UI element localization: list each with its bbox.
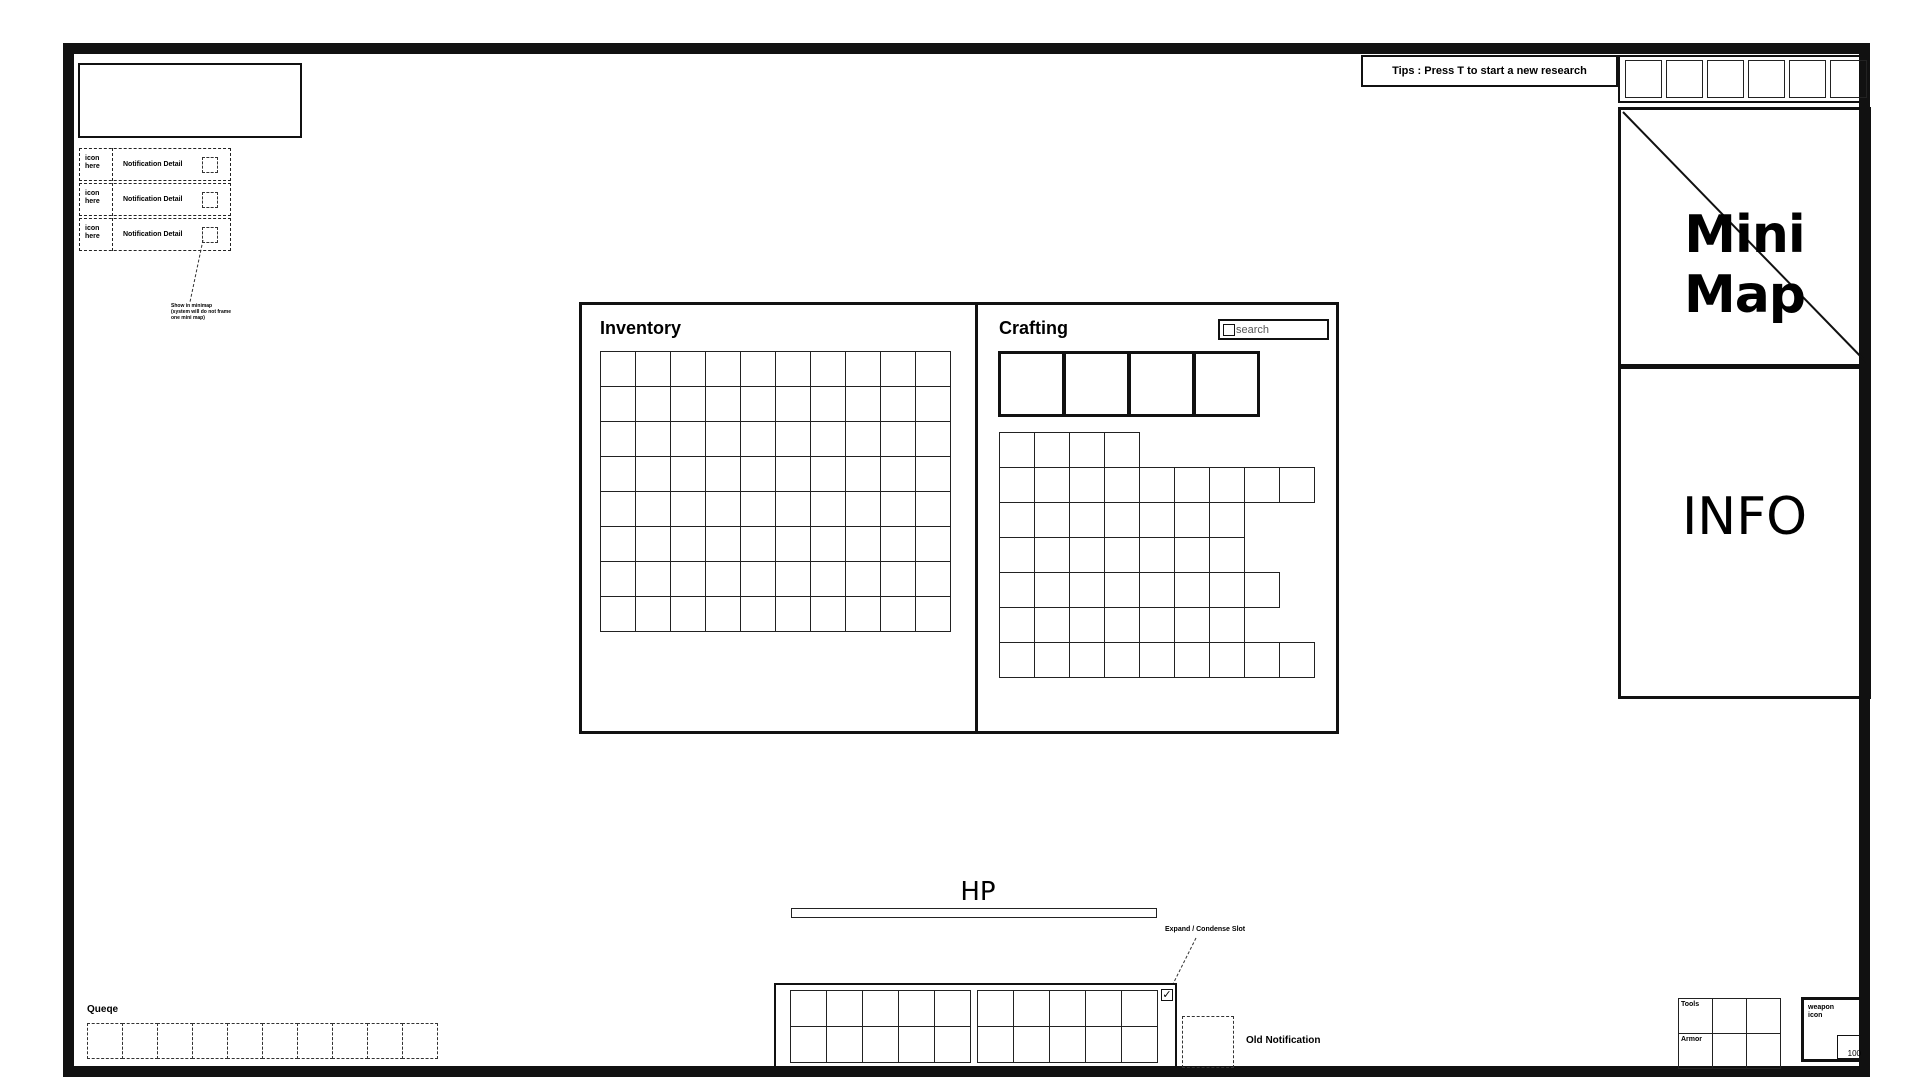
weapon-label: weapon icon — [1808, 1004, 1835, 1019]
hotbar-slot[interactable] — [934, 1026, 971, 1063]
old-notification-slot[interactable] — [1182, 1016, 1234, 1068]
inventory-slot[interactable] — [915, 596, 951, 632]
hotbar-slot[interactable] — [862, 990, 899, 1027]
crafting-slot[interactable] — [999, 642, 1035, 678]
notification-icon-label: icon here — [85, 190, 100, 205]
info-label: INFO — [1681, 487, 1808, 547]
armor-slot[interactable] — [1746, 1033, 1781, 1069]
queue-slot[interactable] — [157, 1023, 193, 1059]
crafting-slot[interactable] — [1104, 572, 1140, 608]
inventory-slot[interactable] — [740, 596, 776, 632]
inventory-slot[interactable] — [740, 561, 776, 597]
minimap-panel[interactable] — [1618, 107, 1871, 367]
inventory-slot[interactable] — [705, 491, 741, 527]
notification-icon-label: icon here — [85, 155, 100, 170]
inventory-slot[interactable] — [915, 386, 951, 422]
inventory-slot[interactable] — [915, 456, 951, 492]
inventory-slot[interactable] — [740, 491, 776, 527]
crafting-slot[interactable] — [1244, 572, 1280, 608]
crafting-slot[interactable] — [1104, 642, 1140, 678]
inventory-slot[interactable] — [670, 526, 706, 562]
hotbar-slot[interactable] — [826, 1026, 863, 1063]
inventory-slot[interactable] — [915, 421, 951, 457]
inventory-slot[interactable] — [635, 386, 671, 422]
weapon-count-box — [1837, 1035, 1863, 1059]
notification-note: Show in minimap (system will do not frame one mini map) — [171, 303, 232, 321]
crafting-search-placeholder: search — [1236, 323, 1270, 336]
crafting-slot[interactable] — [1139, 502, 1175, 538]
top-left-panel — [78, 63, 302, 138]
inventory-slot[interactable] — [845, 386, 881, 422]
inventory-slot[interactable] — [810, 386, 846, 422]
hotbar-slot[interactable] — [1121, 1026, 1158, 1063]
old-notification-label: Old Notification — [1246, 1035, 1321, 1046]
notification-detail: Notification Detail — [123, 161, 183, 168]
inventory-slot[interactable] — [775, 596, 811, 632]
crafting-slot[interactable] — [999, 467, 1035, 503]
crafting-slot[interactable] — [1069, 642, 1105, 678]
crafting-slot[interactable] — [1244, 642, 1280, 678]
inventory-slot[interactable] — [880, 526, 916, 562]
inventory-slot[interactable] — [845, 351, 881, 387]
notification-item[interactable] — [79, 183, 231, 216]
crafting-slot[interactable] — [1034, 467, 1070, 503]
crafting-slot[interactable] — [1174, 572, 1210, 608]
top-slot[interactable] — [1625, 60, 1662, 98]
inventory-slot[interactable] — [740, 526, 776, 562]
inventory-slot[interactable] — [635, 351, 671, 387]
crafting-recipe-slot[interactable] — [1193, 351, 1260, 417]
crafting-slot[interactable] — [1139, 607, 1175, 643]
inventory-slot[interactable] — [880, 596, 916, 632]
inventory-slot[interactable] — [635, 526, 671, 562]
inventory-slot[interactable] — [775, 526, 811, 562]
notification-item[interactable] — [79, 148, 231, 181]
queue-slot[interactable] — [262, 1023, 298, 1059]
crafting-slot[interactable] — [1034, 537, 1070, 573]
hotbar-slot[interactable] — [977, 990, 1014, 1027]
inventory-slot[interactable] — [775, 561, 811, 597]
crafting-slot[interactable] — [1104, 467, 1140, 503]
inventory-slot[interactable] — [810, 561, 846, 597]
queue-slot[interactable] — [87, 1023, 123, 1059]
crafting-slot[interactable] — [1104, 432, 1140, 468]
inventory-slot[interactable] — [880, 421, 916, 457]
inventory-slot[interactable] — [670, 561, 706, 597]
hotbar-slot[interactable] — [898, 990, 935, 1027]
window-divider — [975, 302, 978, 734]
crafting-slot[interactable] — [1209, 642, 1245, 678]
tool-slot[interactable] — [1712, 998, 1747, 1034]
top-slot[interactable] — [1830, 60, 1867, 98]
inventory-slot[interactable] — [880, 456, 916, 492]
inventory-slot[interactable] — [845, 526, 881, 562]
inventory-slot[interactable] — [810, 456, 846, 492]
inventory-slot[interactable] — [880, 561, 916, 597]
crafting-slot[interactable] — [1174, 642, 1210, 678]
crafting-slot[interactable] — [1034, 502, 1070, 538]
inventory-slot[interactable] — [635, 561, 671, 597]
hotbar-slot[interactable] — [790, 990, 827, 1027]
inventory-slot[interactable] — [845, 561, 881, 597]
hp-label: HP — [960, 877, 996, 907]
crafting-slot[interactable] — [1139, 572, 1175, 608]
tool-slot[interactable] — [1746, 998, 1781, 1034]
hotbar-slot[interactable] — [790, 1026, 827, 1063]
hotbar-slot[interactable] — [1049, 990, 1086, 1027]
inventory-slot[interactable] — [635, 491, 671, 527]
queue-slot[interactable] — [367, 1023, 403, 1059]
inventory-slot[interactable] — [705, 386, 741, 422]
inventory-slot[interactable] — [775, 351, 811, 387]
crafting-recipe-slot[interactable] — [1063, 351, 1130, 417]
top-slot[interactable] — [1789, 60, 1826, 98]
inventory-slot[interactable] — [915, 526, 951, 562]
crafting-slot[interactable] — [1104, 502, 1140, 538]
inventory-slot[interactable] — [600, 351, 636, 387]
inventory-slot[interactable] — [670, 351, 706, 387]
hp-bar — [791, 908, 1157, 918]
crafting-slot[interactable] — [1209, 537, 1245, 573]
queue-slot[interactable] — [332, 1023, 368, 1059]
expand-condense-note: Expand / Condense Slot — [1165, 926, 1246, 933]
inventory-slot[interactable] — [705, 596, 741, 632]
top-slot[interactable] — [1748, 60, 1785, 98]
crafting-slot[interactable] — [1069, 432, 1105, 468]
crafting-slot[interactable] — [1279, 642, 1315, 678]
crafting-slot[interactable] — [999, 537, 1035, 573]
inventory-slot[interactable] — [600, 421, 636, 457]
crafting-slot[interactable] — [999, 432, 1035, 468]
crafting-slot[interactable] — [1104, 537, 1140, 573]
inventory-slot[interactable] — [810, 491, 846, 527]
crafting-recipe-slot[interactable] — [1128, 351, 1195, 417]
crafting-slot[interactable] — [1069, 572, 1105, 608]
tips-text: Tips : Press T to start a new research — [1392, 65, 1587, 77]
crafting-slot[interactable] — [1034, 642, 1070, 678]
armor-label: Armor — [1681, 1036, 1703, 1043]
inventory-slot[interactable] — [705, 526, 741, 562]
crafting-slot[interactable] — [999, 607, 1035, 643]
crafting-slot[interactable] — [1174, 607, 1210, 643]
crafting-slot[interactable] — [1244, 467, 1280, 503]
crafting-slot[interactable] — [999, 572, 1035, 608]
crafting-slot[interactable] — [1069, 607, 1105, 643]
hotbar-slot[interactable] — [1085, 990, 1122, 1027]
crafting-slot[interactable] — [1209, 467, 1245, 503]
inventory-slot[interactable] — [880, 351, 916, 387]
inventory-slot[interactable] — [705, 351, 741, 387]
crafting-slot[interactable] — [1034, 432, 1070, 468]
inventory-slot[interactable] — [740, 421, 776, 457]
notification-icon — [79, 148, 113, 181]
inventory-slot[interactable] — [705, 561, 741, 597]
hotbar-slot[interactable] — [862, 1026, 899, 1063]
crafting-title: Crafting — [999, 318, 1068, 338]
inventory-slot[interactable] — [845, 456, 881, 492]
inventory-slot[interactable] — [740, 351, 776, 387]
crafting-slot[interactable] — [1174, 502, 1210, 538]
hotbar-slot[interactable] — [1013, 1026, 1050, 1063]
crafting-slot[interactable] — [999, 502, 1035, 538]
inventory-slot[interactable] — [880, 491, 916, 527]
crafting-slot[interactable] — [1034, 607, 1070, 643]
inventory-slot[interactable] — [810, 526, 846, 562]
crafting-slot[interactable] — [1034, 572, 1070, 608]
crafting-slot[interactable] — [1174, 537, 1210, 573]
inventory-slot[interactable] — [845, 596, 881, 632]
inventory-slot[interactable] — [705, 456, 741, 492]
weapon-count: 100 — [1847, 1049, 1861, 1058]
inventory-slot[interactable] — [670, 421, 706, 457]
inventory-slot[interactable] — [670, 386, 706, 422]
notification-dismiss-box[interactable] — [202, 157, 218, 173]
inventory-slot[interactable] — [635, 456, 671, 492]
hotbar-slot[interactable] — [1085, 1026, 1122, 1063]
inventory-slot[interactable] — [635, 596, 671, 632]
inventory-slot[interactable] — [810, 421, 846, 457]
info-panel — [1618, 366, 1871, 699]
crafting-slot[interactable] — [1209, 502, 1245, 538]
inventory-slot[interactable] — [600, 526, 636, 562]
inventory-slot[interactable] — [775, 386, 811, 422]
inventory-slot[interactable] — [635, 421, 671, 457]
expand-connector — [1170, 936, 1200, 988]
inventory-slot[interactable] — [880, 386, 916, 422]
inventory-slot[interactable] — [915, 561, 951, 597]
inventory-slot[interactable] — [600, 596, 636, 632]
inventory-slot[interactable] — [740, 456, 776, 492]
queue-label: Queqe — [87, 1004, 119, 1015]
top-slot[interactable] — [1666, 60, 1703, 98]
top-slot[interactable] — [1707, 60, 1744, 98]
notification-detail: Notification Detail — [123, 231, 183, 238]
queue-slot[interactable] — [227, 1023, 263, 1059]
notification-icon-label: icon here — [85, 225, 100, 240]
crafting-slot[interactable] — [1069, 467, 1105, 503]
notification-dismiss-box[interactable] — [202, 192, 218, 208]
crafting-slot[interactable] — [1209, 572, 1245, 608]
search-checkbox-icon[interactable] — [1223, 324, 1235, 336]
inventory-slot[interactable] — [915, 491, 951, 527]
queue-slot[interactable] — [192, 1023, 228, 1059]
crafting-slot[interactable] — [1069, 502, 1105, 538]
hotbar-slot[interactable] — [1049, 1026, 1086, 1063]
crafting-slot[interactable] — [1104, 607, 1140, 643]
inventory-slot[interactable] — [810, 596, 846, 632]
inventory-slot[interactable] — [740, 386, 776, 422]
inventory-slot[interactable] — [845, 421, 881, 457]
inventory-slot[interactable] — [810, 351, 846, 387]
notification-connector — [170, 238, 210, 308]
inventory-slot[interactable] — [775, 421, 811, 457]
crafting-search-box[interactable] — [1218, 319, 1329, 340]
hotbar-slot[interactable] — [1013, 990, 1050, 1027]
notification-detail: Notification Detail — [123, 196, 183, 203]
inventory-slot[interactable] — [670, 596, 706, 632]
crafting-slot[interactable] — [1279, 467, 1315, 503]
crafting-slot[interactable] — [1139, 642, 1175, 678]
queue-slot[interactable] — [297, 1023, 333, 1059]
crafting-recipe-slot[interactable] — [998, 351, 1065, 417]
tools-label: Tools — [1681, 1001, 1700, 1008]
inventory-slot[interactable] — [845, 491, 881, 527]
inventory-slot[interactable] — [775, 456, 811, 492]
inventory-slot[interactable] — [775, 491, 811, 527]
hotbar-slot[interactable] — [1121, 990, 1158, 1027]
inventory-slot[interactable] — [600, 491, 636, 527]
inventory-slot[interactable] — [600, 386, 636, 422]
notification-icon — [79, 183, 113, 216]
queue-slot[interactable] — [402, 1023, 438, 1059]
armor-slot[interactable] — [1712, 1033, 1747, 1069]
queue-slot[interactable] — [122, 1023, 158, 1059]
crafting-slot[interactable] — [1209, 607, 1245, 643]
hotbar-slot[interactable] — [898, 1026, 935, 1063]
inventory-slot[interactable] — [600, 456, 636, 492]
inventory-slot[interactable] — [705, 421, 741, 457]
crafting-slot[interactable] — [1139, 467, 1175, 503]
inventory-title: Inventory — [600, 318, 682, 338]
hotbar-slot[interactable] — [826, 990, 863, 1027]
expand-condense-toggle[interactable]: ✓ — [1162, 989, 1172, 1001]
crafting-slot[interactable] — [1174, 467, 1210, 503]
hotbar-slot[interactable] — [934, 990, 971, 1027]
inventory-slot[interactable] — [670, 456, 706, 492]
weapon-slot[interactable] — [1801, 997, 1865, 1062]
hotbar-slot[interactable] — [977, 1026, 1014, 1063]
notification-icon — [79, 218, 113, 251]
inventory-slot[interactable] — [915, 351, 951, 387]
minimap-label: Mini Map — [1683, 205, 1806, 325]
inventory-slot[interactable] — [670, 491, 706, 527]
crafting-slot[interactable] — [1069, 537, 1105, 573]
crafting-slot[interactable] — [1139, 537, 1175, 573]
inventory-slot[interactable] — [600, 561, 636, 597]
tips-box — [1361, 55, 1618, 87]
